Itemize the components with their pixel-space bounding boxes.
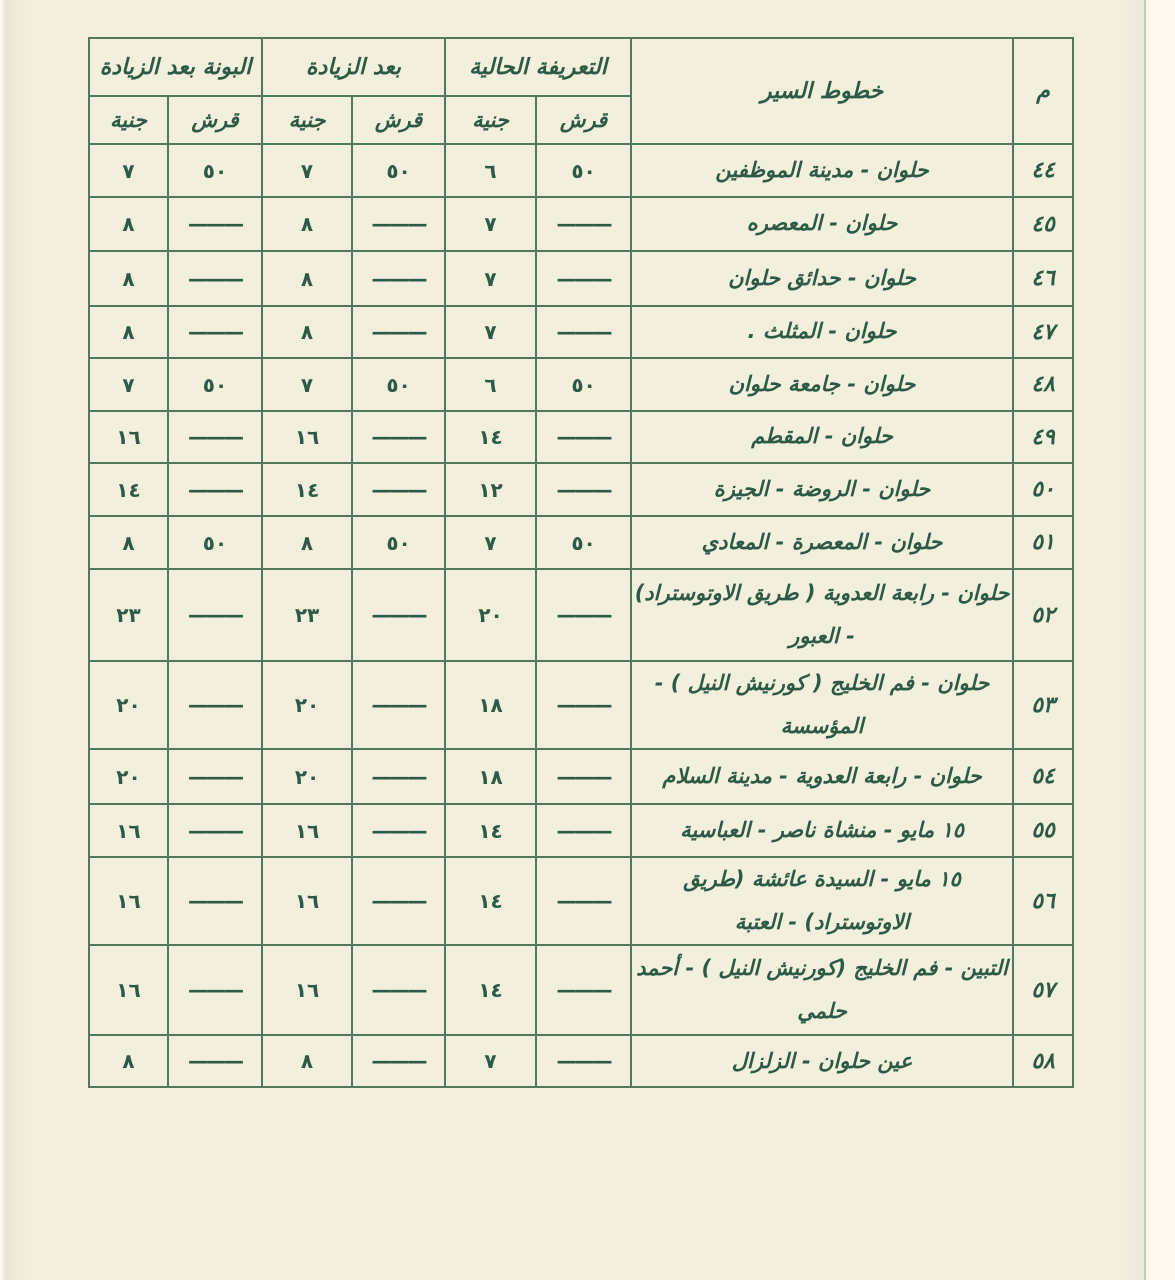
routes-column-header: خطوط السير (631, 38, 1013, 144)
cell-after-qirsh: ——— (352, 804, 445, 857)
route-name: التبين - فم الخليج (كورنيش النيل ) - أحمد حلمي (631, 945, 1013, 1035)
row-serial: ٤٥ (1013, 197, 1073, 251)
table-row (89, 569, 1073, 661)
cell-current-qirsh: ——— (536, 661, 631, 749)
cell-after-qirsh: ——— (352, 945, 445, 1035)
cell-after-genih: ١٦ (262, 857, 352, 945)
table-row (89, 945, 1073, 1035)
cell-current-qirsh: ——— (536, 463, 631, 516)
cell-after-qirsh: ——— (352, 661, 445, 749)
cell-after-genih: ٢٠ (262, 661, 352, 749)
cell-bonus-genih: ١٦ (89, 411, 168, 463)
cell-after-genih: ٢٣ (262, 569, 352, 661)
table-row (89, 197, 1073, 251)
cell-bonus-qirsh: ——— (168, 569, 262, 661)
cell-bonus-qirsh: ——— (168, 306, 262, 358)
cell-bonus-genih: ١٦ (89, 945, 168, 1035)
route-name: حلوان - المثلث . (631, 306, 1013, 358)
cell-bonus-genih: ٨ (89, 1035, 168, 1087)
cell-current-qirsh: ——— (536, 197, 631, 251)
cell-current-qirsh: ——— (536, 945, 631, 1035)
row-serial: ٤٤ (1013, 144, 1073, 197)
table-row (89, 144, 1073, 197)
route-name: حلوان - المعصره (631, 197, 1013, 251)
cell-bonus-genih: ٢٣ (89, 569, 168, 661)
cell-after-qirsh: ——— (352, 749, 445, 804)
cell-after-qirsh: ——— (352, 569, 445, 661)
cell-current-genih: ٧ (445, 197, 536, 251)
unit-qirsh-after: قرش (352, 96, 445, 144)
cell-bonus-qirsh: ٥٠ (168, 144, 262, 197)
cell-bonus-genih: ٧ (89, 358, 168, 411)
table-header (89, 38, 1073, 144)
cell-bonus-qirsh: ——— (168, 661, 262, 749)
cell-after-qirsh: ——— (352, 463, 445, 516)
table-row (89, 1035, 1073, 1087)
table-row (89, 804, 1073, 857)
group-bonus-after-increase: البونة بعد الزيادة (89, 38, 262, 96)
cell-current-genih: ١٤ (445, 945, 536, 1035)
cell-current-qirsh: ——— (536, 749, 631, 804)
group-header-row (89, 38, 1073, 96)
cell-current-qirsh: ——— (536, 804, 631, 857)
row-serial: ٥٧ (1013, 945, 1073, 1035)
row-serial: ٥٥ (1013, 804, 1073, 857)
cell-current-qirsh: ——— (536, 411, 631, 463)
route-name: حلوان - رابعة العدوية - مدينة السلام (631, 749, 1013, 804)
row-serial: ٤٧ (1013, 306, 1073, 358)
unit-qirsh-current: قرش (536, 96, 631, 144)
row-serial: ٥٨ (1013, 1035, 1073, 1087)
cell-after-qirsh: ——— (352, 251, 445, 306)
route-name: حلوان - رابعة العدوية ( طريق الاوتوستراد) - العبور (631, 569, 1013, 661)
row-serial: ٤٦ (1013, 251, 1073, 306)
cell-bonus-qirsh: ——— (168, 411, 262, 463)
cell-bonus-qirsh: ——— (168, 251, 262, 306)
unit-genih-bonus: جنية (89, 96, 168, 144)
cell-bonus-qirsh: ——— (168, 197, 262, 251)
cell-after-qirsh: ——— (352, 411, 445, 463)
route-name: حلوان - جامعة حلوان (631, 358, 1013, 411)
cell-bonus-genih: ٢٠ (89, 749, 168, 804)
table-row (89, 857, 1073, 945)
cell-bonus-qirsh: ——— (168, 463, 262, 516)
cell-after-qirsh: ٥٠ (352, 358, 445, 411)
cell-after-qirsh: ——— (352, 197, 445, 251)
cell-current-qirsh: ——— (536, 569, 631, 661)
cell-bonus-genih: ٨ (89, 197, 168, 251)
cell-after-genih: ٨ (262, 306, 352, 358)
route-name: حلوان - المعصرة - المعادي (631, 516, 1013, 569)
cell-bonus-genih: ٨ (89, 306, 168, 358)
table-row (89, 306, 1073, 358)
cell-current-genih: ١٨ (445, 749, 536, 804)
cell-after-qirsh: ٥٠ (352, 516, 445, 569)
serial-column-header: م (1013, 38, 1073, 144)
cell-current-genih: ٦ (445, 358, 536, 411)
table-row (89, 251, 1073, 306)
table-row (89, 749, 1073, 804)
cell-after-qirsh: ——— (352, 857, 445, 945)
row-serial: ٥٤ (1013, 749, 1073, 804)
cell-after-genih: ١٦ (262, 804, 352, 857)
unit-qirsh-bonus: قرش (168, 96, 262, 144)
cell-after-qirsh: ——— (352, 306, 445, 358)
route-name: حلوان - حدائق حلوان (631, 251, 1013, 306)
cell-current-genih: ٧ (445, 251, 536, 306)
cell-current-genih: ١٨ (445, 661, 536, 749)
table-row (89, 661, 1073, 749)
cell-current-genih: ١٤ (445, 804, 536, 857)
cell-after-genih: ٧ (262, 358, 352, 411)
route-name: ١٥ مايو - السيدة عائشة (طريق الاوتوستراد) - العتبة (631, 857, 1013, 945)
cell-current-qirsh: ——— (536, 1035, 631, 1087)
cell-bonus-genih: ١٦ (89, 804, 168, 857)
cell-bonus-genih: ٢٠ (89, 661, 168, 749)
unit-genih-after: جنية (262, 96, 352, 144)
cell-current-qirsh: ٥٠ (536, 144, 631, 197)
route-name: حلوان - الروضة - الجيزة (631, 463, 1013, 516)
route-name: حلوان - فم الخليج ( كورنيش النيل ) - المؤسسة (631, 661, 1013, 749)
cell-bonus-qirsh: ——— (168, 857, 262, 945)
table-body (89, 144, 1073, 1087)
cell-current-qirsh: ——— (536, 306, 631, 358)
cell-after-genih: ٧ (262, 144, 352, 197)
cell-after-qirsh: ٥٠ (352, 144, 445, 197)
cell-bonus-qirsh: ——— (168, 1035, 262, 1087)
cell-after-genih: ٨ (262, 1035, 352, 1087)
group-after-increase: بعد الزيادة (262, 38, 445, 96)
route-name: ١٥ مايو - منشاة ناصر - العباسية (631, 804, 1013, 857)
cell-current-genih: ٧ (445, 1035, 536, 1087)
cell-current-qirsh: ٥٠ (536, 516, 631, 569)
cell-bonus-qirsh: ——— (168, 749, 262, 804)
row-serial: ٤٩ (1013, 411, 1073, 463)
cell-current-genih: ٦ (445, 144, 536, 197)
table-row (89, 516, 1073, 569)
group-current-tariff: التعريفة الحالية (445, 38, 631, 96)
cell-after-genih: ١٦ (262, 411, 352, 463)
unit-genih-current: جنية (445, 96, 536, 144)
cell-current-genih: ٧ (445, 306, 536, 358)
cell-bonus-genih: ١٦ (89, 857, 168, 945)
row-serial: ٥٣ (1013, 661, 1073, 749)
route-name: حلوان - المقطم (631, 411, 1013, 463)
table-row (89, 411, 1073, 463)
cell-current-qirsh: ٥٠ (536, 358, 631, 411)
cell-current-genih: ٢٠ (445, 569, 536, 661)
cell-bonus-qirsh: ——— (168, 945, 262, 1035)
row-serial: ٥٢ (1013, 569, 1073, 661)
cell-bonus-genih: ٨ (89, 516, 168, 569)
cell-current-genih: ١٤ (445, 411, 536, 463)
table-row (89, 358, 1073, 411)
row-serial: ٥٠ (1013, 463, 1073, 516)
cell-after-genih: ٨ (262, 197, 352, 251)
row-serial: ٥١ (1013, 516, 1073, 569)
fare-table (88, 37, 1074, 1088)
row-serial: ٥٦ (1013, 857, 1073, 945)
cell-after-genih: ٨ (262, 251, 352, 306)
row-serial: ٤٨ (1013, 358, 1073, 411)
cell-current-genih: ٧ (445, 516, 536, 569)
cell-bonus-qirsh: ٥٠ (168, 358, 262, 411)
cell-after-genih: ٢٠ (262, 749, 352, 804)
page-scan-edge (1144, 0, 1146, 1280)
cell-after-genih: ٨ (262, 516, 352, 569)
cell-current-genih: ١٤ (445, 857, 536, 945)
cell-bonus-genih: ١٤ (89, 463, 168, 516)
cell-bonus-qirsh: ٥٠ (168, 516, 262, 569)
cell-bonus-genih: ٧ (89, 144, 168, 197)
cell-after-genih: ١٤ (262, 463, 352, 516)
cell-current-qirsh: ——— (536, 251, 631, 306)
cell-bonus-qirsh: ——— (168, 804, 262, 857)
table-row (89, 463, 1073, 516)
cell-bonus-genih: ٨ (89, 251, 168, 306)
cell-after-genih: ١٦ (262, 945, 352, 1035)
cell-current-genih: ١٢ (445, 463, 536, 516)
cell-after-qirsh: ——— (352, 1035, 445, 1087)
route-name: حلوان - مدينة الموظفين (631, 144, 1013, 197)
route-name: عين حلوان - الزلزال (631, 1035, 1013, 1087)
cell-current-qirsh: ——— (536, 857, 631, 945)
